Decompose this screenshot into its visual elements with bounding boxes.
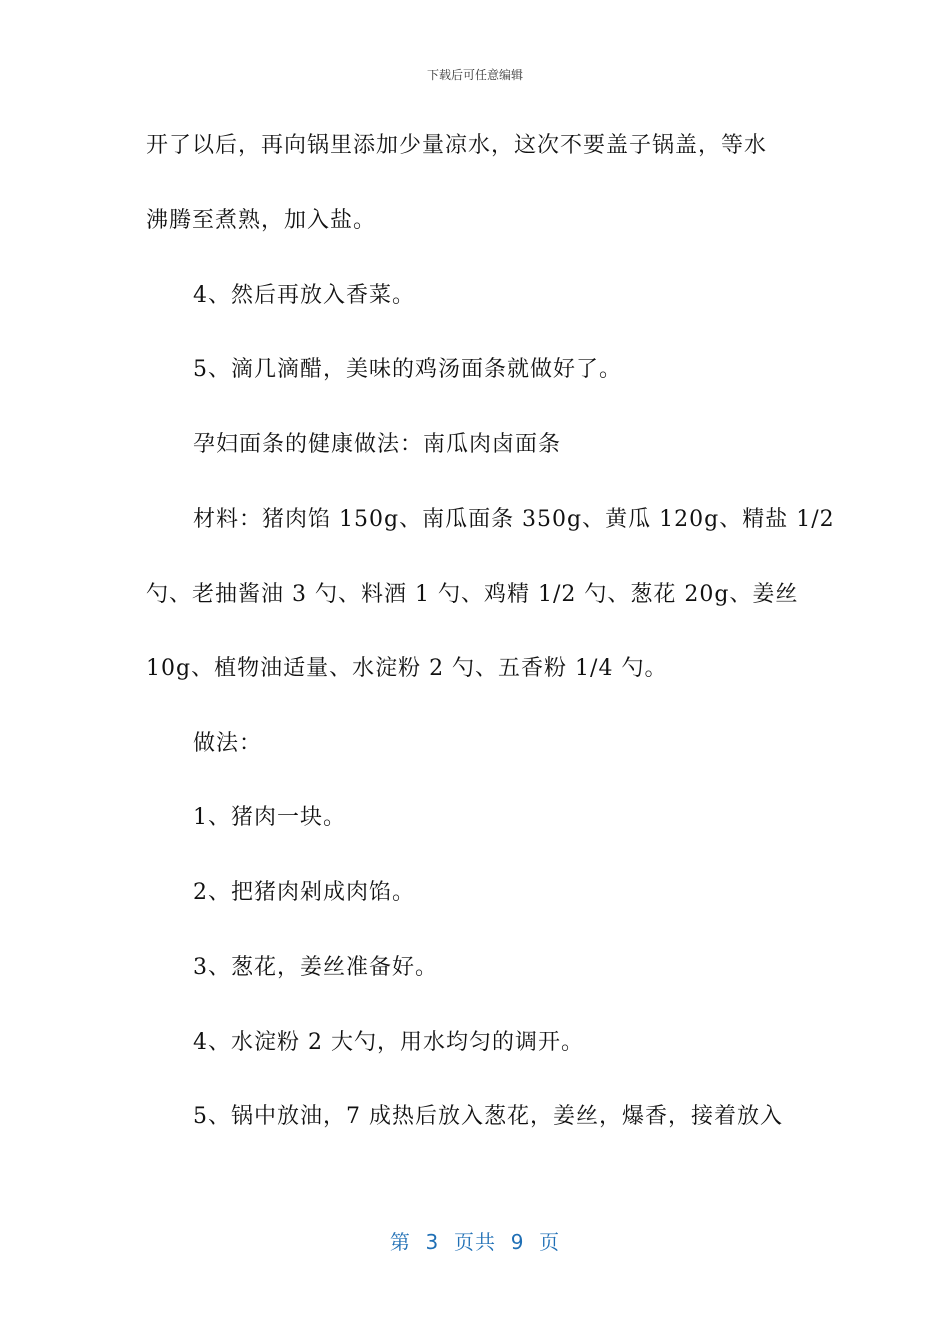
body-line-3: 4、然后再放入香菜。 xyxy=(193,283,415,308)
step-2: 2、把猪肉剁成肉馅。 xyxy=(193,880,415,905)
step-5: 5、锅中放油，7 成热后放入葱花，姜丝，爆香，接着放入 xyxy=(193,1104,783,1129)
step-3: 3、葱花，姜丝准备好。 xyxy=(193,955,438,980)
body-line-6: 材料：猪肉馅 150g、南瓜面条 350g、黄瓜 120g、精盐 1/2 xyxy=(193,507,835,532)
page-footer: 第 3 页共 9 页 xyxy=(389,1230,561,1254)
body-line-2: 沸腾至煮熟，加入盐。 xyxy=(146,208,377,233)
body-line-7: 勺、老抽酱油 3 勺、料酒 1 勺、鸡精 1/2 勺、葱花 20g、姜丝 xyxy=(146,582,799,607)
step-4: 4、水淀粉 2 大勺，用水均匀的调开。 xyxy=(193,1030,584,1055)
section-heading: 孕妇面条的健康做法：南瓜肉卤面条 xyxy=(193,432,562,457)
body-line-8: 10g、植物油适量、水淀粉 2 勺、五香粉 1/4 勺。 xyxy=(146,656,668,681)
step-1: 1、猪肉一块。 xyxy=(193,805,346,830)
page-header: 下载后可任意编辑 xyxy=(426,68,523,82)
method-label: 做法： xyxy=(193,731,263,756)
body-line-1: 开了以后，再向锅里添加少量凉水，这次不要盖子锅盖，等水 xyxy=(146,133,768,158)
body-line-4: 5、滴几滴醋，美味的鸡汤面条就做好了。 xyxy=(193,357,622,382)
